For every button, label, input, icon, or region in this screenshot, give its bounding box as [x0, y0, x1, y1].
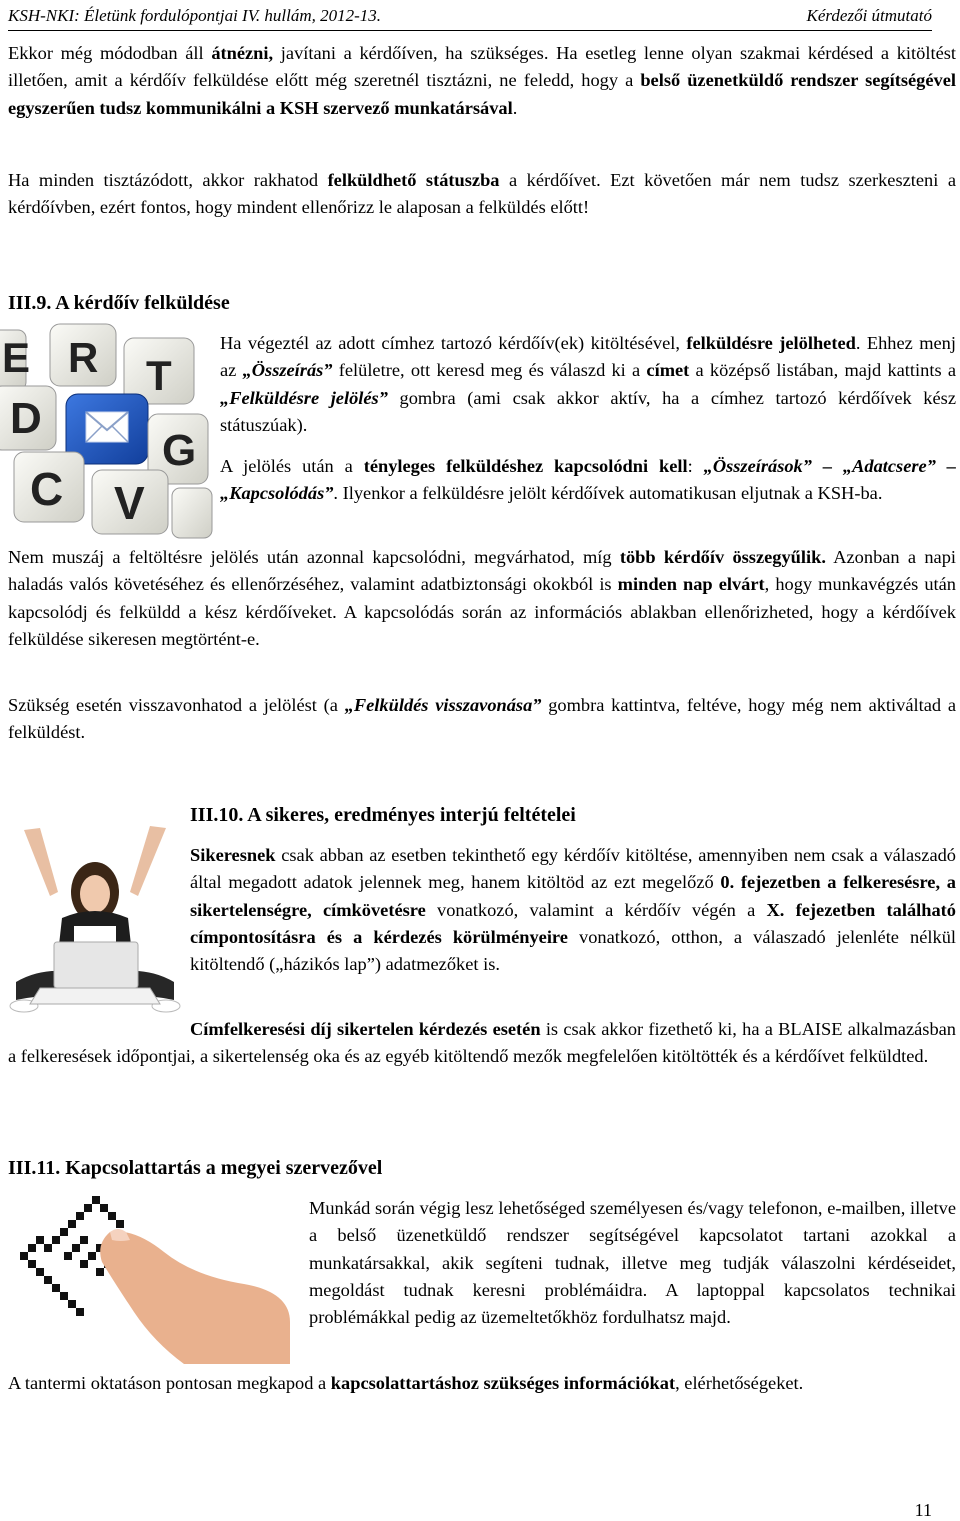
key-label-e: E [2, 334, 31, 381]
text-run: Szükség esetén visszavonhatod a jelölést (a [8, 695, 345, 715]
section-heading-iii-10: III.10. A sikeres, eredményes interjú feltételei [190, 804, 576, 826]
page-header [8, 0, 932, 31]
text-run: vonatkozó, otthon, a válaszadó jelenléte nélkül kitöltendő („házikós lap”) adatmezőket is. [190, 926, 956, 975]
text-run: csak abban az esetben tekinthető egy kérdőív kitöltése, amennyiben nem csak a válaszadó által megadott adatok jelennek meg, hanem kitöltöd az ezt megelőző [190, 845, 956, 893]
bold-italic-run: „Összeírások” – „Adatcsere” – „Kapcsolódás” [220, 456, 956, 504]
bold-run: több kérdőív összegyűlik. [619, 547, 826, 567]
woman-laptop-icon [10, 822, 180, 1022]
text-run: is csak akkor fizethető ki, ha a BLAISE alkalmazásban a felkeresések időpontjai, a sikertelenség oka és az egyéb kitöltendő mezők megfelelően kitöltötték és a kérdőívet felküldted. [8, 1019, 957, 1067]
bold-run: felküldhető státuszba [327, 170, 500, 190]
header-left-title: KSH-NKI: Életünk fordulópontjai IV. hullám, 2012-13. [8, 6, 382, 25]
text-run: javítani a kérdőíven, ha szükséges. Ha esetleg lenne olyan szakmai kérdésed a kitöltést illetően, amit a kérdőív felküldése előtt még szeretnél tisztázni, ne feledd, hogy a [8, 43, 956, 91]
key-label-g: G [162, 426, 197, 475]
section-heading-iii-11: III.11. Kapcsolattartás a megyei szervezővel [8, 1157, 383, 1179]
paragraph-contact [309, 1195, 956, 1331]
bold-run: tényleges felküldéshez kapcsolódni kell [363, 456, 688, 476]
text-run: gombra kattintva, feltéve, hogy még nem aktiváltad a felküldést. [8, 695, 956, 743]
key-label-t: T [146, 352, 172, 399]
text-run: . Ilyenkor a felküldésre jelölt kérdőívek automatikusan eljutnak a KSH-ba. [333, 483, 883, 504]
text-run: A tantermi oktatáson pontosan megkapod a [8, 1373, 331, 1393]
keyboard-email-image [2, 330, 204, 529]
header-right-title: Kérdezői útmutató [806, 6, 932, 25]
section-heading-iii-9: III.9. A kérdőív felküldése [8, 292, 230, 314]
bold-run: címet [646, 360, 690, 381]
paragraph-status [8, 167, 956, 222]
paragraph-training-info [8, 1370, 956, 1397]
text-run: , elérhetőségeket. [675, 1373, 804, 1393]
key-label-r: R [68, 334, 99, 381]
text-run: Nem muszáj a feltöltésre jelölés után azonnal kapcsolódni, megvárhatod, míg [8, 547, 620, 567]
paragraph-review [8, 40, 956, 122]
text-run: vonatkozó, valamint a kérdőív végén a [425, 899, 767, 920]
bold-italic-run: „Felküldés visszavonása” [344, 695, 542, 715]
paragraph-connect [220, 453, 956, 508]
text-run: : [687, 456, 704, 476]
text-run: gombra (ami csak akkor aktív, ha a címhez tartozó kérdőívek kész státuszúak). [220, 387, 956, 435]
key-label-v: V [114, 477, 145, 529]
paragraph-visit-fee [8, 1016, 956, 1071]
bold-run: X. fejezetben található címpontosításra és a kérdezés körülményeire [190, 899, 956, 947]
text-run: Ha minden tisztázódott, akkor rakhatod [8, 170, 328, 190]
bold-run: Címfelkeresési díj sikertelen kérdezés esetén [190, 1019, 541, 1039]
pointing-hand-image [14, 1192, 290, 1364]
bold-run: Sikeresnek [190, 845, 276, 865]
bold-run: átnézni, [211, 43, 274, 63]
bold-run: felküldésre jelölheted [686, 333, 856, 353]
bold-run: 0. fejezetben a felkeresésre, a sikertelenségre, címkövetésre [190, 872, 956, 920]
text-run: Munkád során végig lesz lehetőséged személyesen és/vagy telefonon, e-mailben, illetve a belső üzenetküldő rendszer segítségével kapcsolatot tartani azokkal a munkatársakkal, akik segíteni tudnak, illetve meg tudják válaszolni kérdéseidet, megoldást tudnak keresni problémáidra. A laptoppal kapcsolatos technikai problémákkal pedig az üzemeltetőkhöz fordulhatsz majd. [309, 1198, 956, 1328]
bold-italic-run: „Felküldésre jelölés” [220, 387, 388, 408]
pointing-hand-icon [14, 1192, 290, 1364]
text-run: , hogy munkavégzés után kapcsolódj és felküldd a kész kérdőíveket. A kapcsolódás során az információs ablakban ellenőrizheted, hogy a kérdőívek felküldése sikeresen megtörtént-e. [8, 574, 956, 649]
text-run: a középső listában, majd kattints a [689, 360, 956, 381]
paragraph-revoke [8, 692, 956, 747]
text-run: Ekkor még módodban áll [8, 43, 212, 63]
text-run: . [512, 97, 518, 118]
paragraph-mark-for-sending [220, 330, 956, 439]
text-run: Azonban a napi haladás valós követéséhez és ellenőrzéséhez, valamint adatbiztonsági okokból is [8, 547, 957, 595]
text-run: felületre, ott keresd meg és válaszd ki a [332, 360, 647, 381]
bold-italic-run: „Összeírás” [242, 360, 333, 381]
paragraph-batch-upload [8, 544, 956, 653]
paragraph-success-conditions [190, 842, 956, 978]
text-run: A jelölés után a [220, 456, 364, 476]
bold-run: belső üzenetküldő rendszer segítségével egyszerűen tudsz kommunikálni a KSH szervező munkatársával [8, 70, 956, 118]
key-label-c: C [30, 463, 64, 515]
text-run: . Ehhez menj az [220, 333, 956, 381]
key-label-d: D [10, 394, 42, 443]
page-number: 11 [914, 1500, 932, 1520]
bold-run: minden nap elvárt [617, 574, 765, 595]
bold-run: kapcsolattartáshoz szükséges információkat [330, 1373, 676, 1393]
text-run: Ha végeztél az adott címhez tartozó kérdőív(ek) kitöltésével, [220, 333, 687, 353]
woman-laptop-image [10, 822, 180, 1022]
text-run: a kérdőívet. Ezt követően már nem tudsz szerkeszteni a kérdőívben, ezért fontos, hogy mindent ellenőrizz le alaposan a felküldés előtt! [8, 170, 956, 218]
